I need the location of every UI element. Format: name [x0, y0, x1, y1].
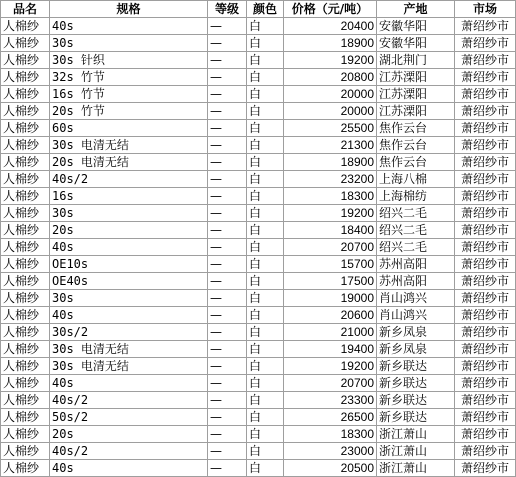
cell-market: 萧绍纱市: [455, 18, 516, 35]
cell-spec: 20s 竹节: [50, 103, 208, 120]
cell-origin: 肖山鸿兴: [377, 290, 455, 307]
cell-origin: 江苏溧阳: [377, 103, 455, 120]
cell-spec: 40s/2: [50, 392, 208, 409]
cell-name: 人棉纱: [1, 324, 50, 341]
cell-market: 萧绍纱市: [455, 188, 516, 205]
cell-spec: 20s: [50, 426, 208, 443]
cell-spec: 16s: [50, 188, 208, 205]
cell-market: 萧绍纱市: [455, 460, 516, 477]
cell-color: 白: [247, 307, 284, 324]
cell-origin: 绍兴二毛: [377, 239, 455, 256]
cell-market: 萧绍纱市: [455, 171, 516, 188]
cell-origin: 新乡凤泉: [377, 341, 455, 358]
cell-market: 萧绍纱市: [455, 120, 516, 137]
table-row: [1, 256, 516, 273]
header-origin: 产地: [377, 1, 455, 18]
cell-color: 白: [247, 52, 284, 69]
cell-origin: 苏州高阳: [377, 256, 455, 273]
cell-color: 白: [247, 120, 284, 137]
cell-name: 人棉纱: [1, 239, 50, 256]
cell-color: 白: [247, 409, 284, 426]
table-row: [1, 426, 516, 443]
header-price: 价格（元/吨）: [284, 1, 377, 18]
cell-origin: 焦作云台: [377, 137, 455, 154]
cell-color: 白: [247, 341, 284, 358]
cell-color: 白: [247, 460, 284, 477]
cell-color: 白: [247, 239, 284, 256]
cell-grade: —: [208, 358, 247, 375]
cell-spec: 40s: [50, 307, 208, 324]
cell-spec: 40s/2: [50, 443, 208, 460]
cell-grade: —: [208, 239, 247, 256]
cell-spec: 30s 针织: [50, 52, 208, 69]
cell-grade: —: [208, 222, 247, 239]
cell-color: 白: [247, 273, 284, 290]
cell-name: 人棉纱: [1, 69, 50, 86]
table-row: [1, 86, 516, 103]
table-row: [1, 409, 516, 426]
cell-market: 萧绍纱市: [455, 375, 516, 392]
cell-origin: 安徽华阳: [377, 18, 455, 35]
cell-spec: 40s: [50, 18, 208, 35]
cell-color: 白: [247, 35, 284, 52]
table-header: [1, 1, 516, 18]
table-row: [1, 35, 516, 52]
cell-grade: —: [208, 137, 247, 154]
cell-spec: 30s: [50, 290, 208, 307]
cell-grade: —: [208, 409, 247, 426]
cell-market: 萧绍纱市: [455, 426, 516, 443]
cell-grade: —: [208, 443, 247, 460]
cell-price: 21000: [284, 324, 377, 341]
cell-color: 白: [247, 443, 284, 460]
cell-color: 白: [247, 290, 284, 307]
cell-origin: 新乡联达: [377, 358, 455, 375]
cell-grade: —: [208, 69, 247, 86]
cell-spec: 30s 电清无结: [50, 137, 208, 154]
cell-market: 萧绍纱市: [455, 256, 516, 273]
table-row: [1, 341, 516, 358]
cell-market: 萧绍纱市: [455, 137, 516, 154]
cell-origin: 焦作云台: [377, 154, 455, 171]
cell-name: 人棉纱: [1, 392, 50, 409]
cell-origin: 绍兴二毛: [377, 222, 455, 239]
cell-market: 萧绍纱市: [455, 409, 516, 426]
cell-grade: —: [208, 426, 247, 443]
cell-origin: 新乡联达: [377, 375, 455, 392]
cell-spec: OE40s: [50, 273, 208, 290]
cell-name: 人棉纱: [1, 18, 50, 35]
header-color: 颜色: [247, 1, 284, 18]
cell-color: 白: [247, 205, 284, 222]
table-row: [1, 52, 516, 69]
cell-market: 萧绍纱市: [455, 392, 516, 409]
table-row: [1, 239, 516, 256]
cell-price: 23200: [284, 171, 377, 188]
cell-origin: 上海八棉: [377, 171, 455, 188]
cell-market: 萧绍纱市: [455, 222, 516, 239]
cell-origin: 江苏溧阳: [377, 69, 455, 86]
cell-grade: —: [208, 341, 247, 358]
cell-color: 白: [247, 137, 284, 154]
cell-grade: —: [208, 35, 247, 52]
cell-price: 15700: [284, 256, 377, 273]
cell-origin: 肖山鸿兴: [377, 307, 455, 324]
cell-origin: 浙江萧山: [377, 443, 455, 460]
cell-color: 白: [247, 103, 284, 120]
cell-name: 人棉纱: [1, 460, 50, 477]
cell-price: 20000: [284, 103, 377, 120]
cell-origin: 新乡凤泉: [377, 324, 455, 341]
cell-price: 18300: [284, 426, 377, 443]
cell-market: 萧绍纱市: [455, 290, 516, 307]
cell-name: 人棉纱: [1, 120, 50, 137]
cell-origin: 上海棉纺: [377, 188, 455, 205]
cell-name: 人棉纱: [1, 35, 50, 52]
cell-name: 人棉纱: [1, 205, 50, 222]
cell-spec: 20s 电清无结: [50, 154, 208, 171]
header-spec: 规格: [50, 1, 208, 18]
cell-color: 白: [247, 392, 284, 409]
cell-spec: 40s: [50, 460, 208, 477]
cell-spec: 30s/2: [50, 324, 208, 341]
cell-grade: —: [208, 205, 247, 222]
table-row: [1, 154, 516, 171]
cell-market: 萧绍纱市: [455, 69, 516, 86]
cell-price: 20500: [284, 460, 377, 477]
cell-spec: 32s 竹节: [50, 69, 208, 86]
cell-color: 白: [247, 171, 284, 188]
cell-grade: —: [208, 154, 247, 171]
table-row: [1, 290, 516, 307]
cell-spec: OE10s: [50, 256, 208, 273]
table-row: [1, 307, 516, 324]
cell-price: 23300: [284, 392, 377, 409]
cell-grade: —: [208, 188, 247, 205]
cell-spec: 30s 电清无结: [50, 341, 208, 358]
cell-price: 19400: [284, 341, 377, 358]
cell-spec: 40s: [50, 375, 208, 392]
cell-price: 19200: [284, 205, 377, 222]
table-row: [1, 103, 516, 120]
cell-name: 人棉纱: [1, 443, 50, 460]
cell-price: 19200: [284, 358, 377, 375]
cell-grade: —: [208, 273, 247, 290]
cell-color: 白: [247, 18, 284, 35]
cell-grade: —: [208, 86, 247, 103]
cell-market: 萧绍纱市: [455, 358, 516, 375]
cell-spec: 50s/2: [50, 409, 208, 426]
table-row: [1, 120, 516, 137]
table-row: [1, 443, 516, 460]
cell-price: 20800: [284, 69, 377, 86]
table-row: [1, 18, 516, 35]
table-row: [1, 392, 516, 409]
cell-price: 19200: [284, 52, 377, 69]
cell-color: 白: [247, 154, 284, 171]
cell-name: 人棉纱: [1, 307, 50, 324]
cell-name: 人棉纱: [1, 290, 50, 307]
cell-price: 26500: [284, 409, 377, 426]
cell-color: 白: [247, 69, 284, 86]
cell-color: 白: [247, 358, 284, 375]
cell-price: 19000: [284, 290, 377, 307]
header-market: 市场: [455, 1, 516, 18]
cell-origin: 安徽华阳: [377, 35, 455, 52]
cell-spec: 30s: [50, 205, 208, 222]
cell-spec: 16s 竹节: [50, 86, 208, 103]
cell-price: 17500: [284, 273, 377, 290]
cell-market: 萧绍纱市: [455, 324, 516, 341]
cell-name: 人棉纱: [1, 154, 50, 171]
table-row: [1, 69, 516, 86]
cell-spec: 30s: [50, 35, 208, 52]
cell-color: 白: [247, 86, 284, 103]
cell-name: 人棉纱: [1, 273, 50, 290]
cell-origin: 绍兴二毛: [377, 205, 455, 222]
cell-price: 20400: [284, 18, 377, 35]
cell-name: 人棉纱: [1, 256, 50, 273]
cell-market: 萧绍纱市: [455, 205, 516, 222]
cell-name: 人棉纱: [1, 358, 50, 375]
cell-price: 18300: [284, 188, 377, 205]
cell-origin: 浙江萧山: [377, 460, 455, 477]
cell-price: 25500: [284, 120, 377, 137]
cell-origin: 湖北荆门: [377, 52, 455, 69]
cell-name: 人棉纱: [1, 171, 50, 188]
cell-grade: —: [208, 324, 247, 341]
cell-spec: 60s: [50, 120, 208, 137]
cell-market: 萧绍纱市: [455, 103, 516, 120]
cell-origin: 焦作云台: [377, 120, 455, 137]
cell-market: 萧绍纱市: [455, 52, 516, 69]
cell-origin: 浙江萧山: [377, 426, 455, 443]
cell-price: 21300: [284, 137, 377, 154]
cell-grade: —: [208, 375, 247, 392]
cell-spec: 20s: [50, 222, 208, 239]
cell-origin: 新乡联达: [377, 409, 455, 426]
cell-market: 萧绍纱市: [455, 35, 516, 52]
cell-name: 人棉纱: [1, 52, 50, 69]
cell-spec: 30s 电清无结: [50, 358, 208, 375]
cell-grade: —: [208, 460, 247, 477]
cell-grade: —: [208, 103, 247, 120]
cell-name: 人棉纱: [1, 409, 50, 426]
cell-market: 萧绍纱市: [455, 341, 516, 358]
header-name: 品名: [1, 1, 50, 18]
cell-price: 20700: [284, 375, 377, 392]
cell-market: 萧绍纱市: [455, 443, 516, 460]
cell-origin: 新乡联达: [377, 392, 455, 409]
cell-market: 萧绍纱市: [455, 307, 516, 324]
cell-origin: 江苏溧阳: [377, 86, 455, 103]
cell-price: 23000: [284, 443, 377, 460]
table-row: [1, 188, 516, 205]
table-row: [1, 358, 516, 375]
table-row: [1, 171, 516, 188]
header-grade: 等级: [208, 1, 247, 18]
table-row: [1, 460, 516, 477]
cell-spec: 40s/2: [50, 171, 208, 188]
cell-price: 20700: [284, 239, 377, 256]
cell-name: 人棉纱: [1, 86, 50, 103]
cell-grade: —: [208, 256, 247, 273]
cell-name: 人棉纱: [1, 103, 50, 120]
cell-name: 人棉纱: [1, 426, 50, 443]
cell-color: 白: [247, 188, 284, 205]
cell-grade: —: [208, 120, 247, 137]
cell-grade: —: [208, 171, 247, 188]
cell-market: 萧绍纱市: [455, 273, 516, 290]
cell-color: 白: [247, 324, 284, 341]
cell-grade: —: [208, 290, 247, 307]
cell-name: 人棉纱: [1, 222, 50, 239]
cell-name: 人棉纱: [1, 137, 50, 154]
cell-price: 18400: [284, 222, 377, 239]
cell-market: 萧绍纱市: [455, 239, 516, 256]
cell-color: 白: [247, 375, 284, 392]
cell-price: 18900: [284, 154, 377, 171]
table-body: [1, 18, 516, 477]
table-row: [1, 205, 516, 222]
table-row: [1, 324, 516, 341]
cell-color: 白: [247, 256, 284, 273]
cell-market: 萧绍纱市: [455, 86, 516, 103]
cell-grade: —: [208, 18, 247, 35]
cell-color: 白: [247, 222, 284, 239]
cell-spec: 40s: [50, 239, 208, 256]
cell-name: 人棉纱: [1, 188, 50, 205]
table-row: [1, 375, 516, 392]
table-row: [1, 273, 516, 290]
cell-grade: —: [208, 307, 247, 324]
cell-price: 20600: [284, 307, 377, 324]
table-row: [1, 137, 516, 154]
cell-origin: 苏州高阳: [377, 273, 455, 290]
cell-color: 白: [247, 426, 284, 443]
cell-market: 萧绍纱市: [455, 154, 516, 171]
cell-grade: —: [208, 392, 247, 409]
table-row: [1, 222, 516, 239]
header-row: [1, 1, 516, 18]
cell-name: 人棉纱: [1, 375, 50, 392]
cell-grade: —: [208, 52, 247, 69]
cell-name: 人棉纱: [1, 341, 50, 358]
cell-price: 18900: [284, 35, 377, 52]
cell-price: 20000: [284, 86, 377, 103]
